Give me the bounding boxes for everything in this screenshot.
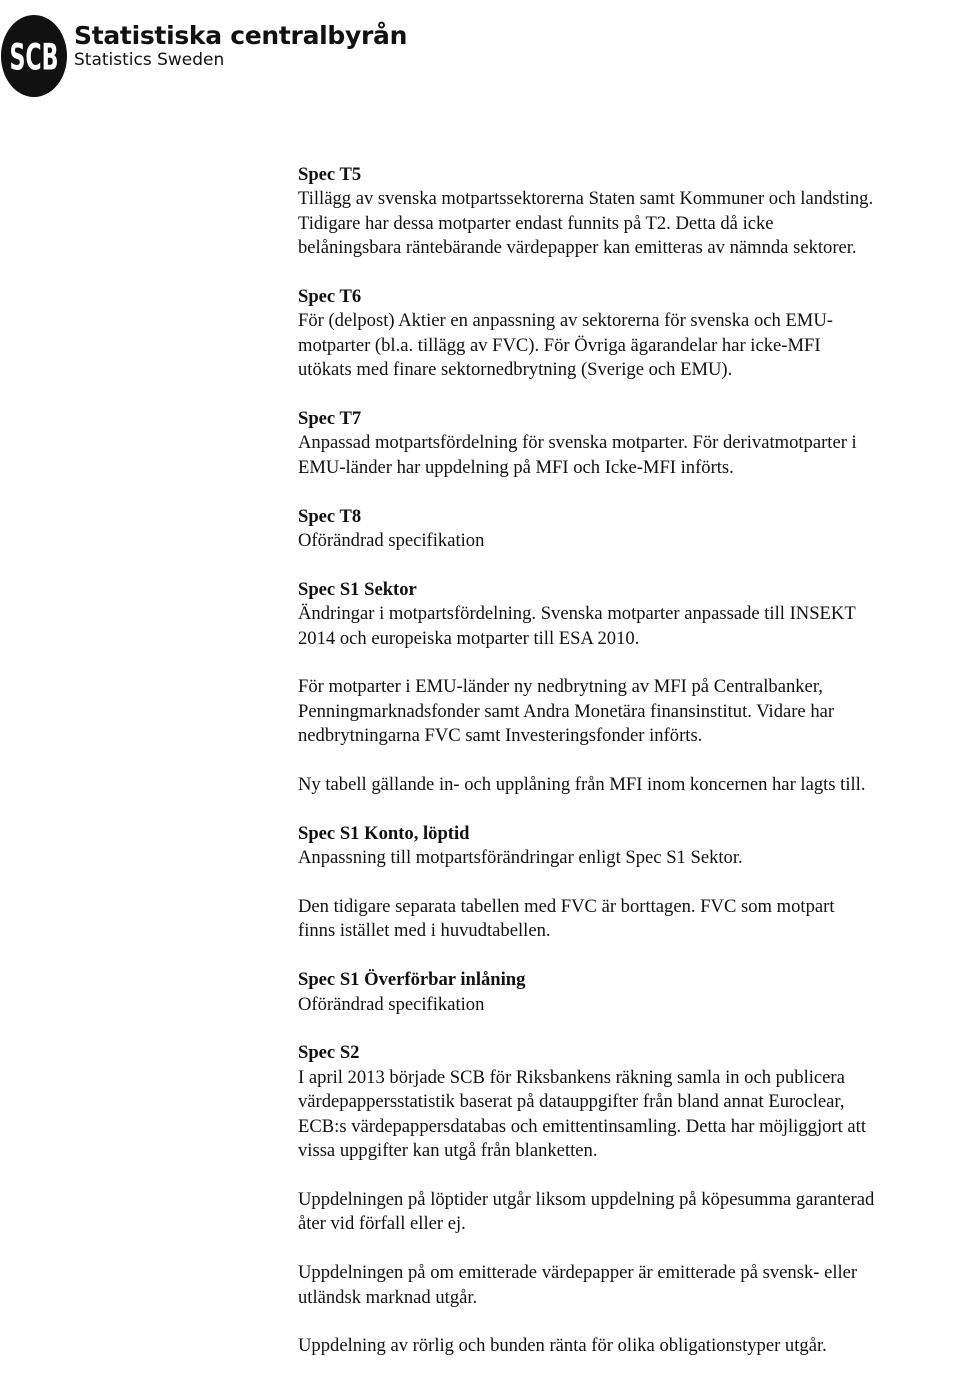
section-text-line: Penningmarknadsfonder samt Andra Monetära finansinstitut. Vidare har <box>298 700 835 722</box>
section-text-line: nedbrytningarna FVC samt Investeringsfonder införts. <box>298 725 703 747</box>
section-text-line: belåningsbara räntebärande värdepapper kan emitteras av nämnda sektorer. <box>298 237 857 259</box>
section-text-line: Anpassning till motpartsförändringar enligt Spec S1 Sektor. <box>298 847 743 869</box>
section <box>298 675 938 748</box>
section-heading: Spec T5 <box>298 164 362 185</box>
section <box>298 1334 938 1358</box>
section-text-line: ECB:s värdepappersdatabas och emittentinsamling. Detta har möjliggjort att <box>298 1115 866 1137</box>
section <box>298 1041 938 1163</box>
section-heading: Spec S1 Överförbar inlåning <box>298 969 526 991</box>
section <box>298 285 938 383</box>
section <box>298 773 938 797</box>
section-text-line: För motparter i EMU-länder ny nedbrytning av MFI på Centralbanker, <box>298 676 823 698</box>
section <box>298 505 938 554</box>
section-text-line: motparter (bl.a. tillägg av FVC). För Övriga ägarandelar har icke-MFI <box>298 334 821 356</box>
section-text-line: finns istället med i huvudtabellen. <box>298 920 551 942</box>
section-text-line: vissa uppgifter kan utgå från blanketten. <box>298 1140 598 1162</box>
section <box>298 1261 938 1310</box>
section-text-line: Anpassad motpartsfördelning för svenska motparter. För derivatmotparter i <box>298 432 857 454</box>
section-text-line: Oförändrad specifikation <box>298 993 485 1015</box>
section <box>298 578 938 651</box>
section <box>298 407 938 480</box>
section <box>298 822 938 871</box>
section-text-line: EMU-länder har uppdelning på MFI och Icke-MFI införts. <box>298 456 734 478</box>
section-heading: Spec S1 Konto, löptid <box>298 822 470 844</box>
document-body <box>298 163 938 1383</box>
section-text-line: I april 2013 började SCB för Riksbankens räkning samla in och publicera <box>298 1066 845 1088</box>
section-text-line: Uppdelningen på om emitterade värdepapper är emitterade på svensk- eller <box>298 1262 858 1284</box>
org-title: Statistiska centralbyrån <box>74 21 408 50</box>
section-text-line: utökats med finare sektornedbrytning (Sverige och EMU). <box>298 359 733 381</box>
section <box>298 1188 938 1237</box>
scb-logo-mark-text: SCB <box>9 36 59 80</box>
org-subtitle: Statistics Sweden <box>74 50 225 70</box>
section-text-line: Tillägg av svenska motpartssektorerna Staten samt Kommuner och landsting. <box>298 188 874 210</box>
section-text-line: värdepappersstatistik baserat på datauppgifter från bland annat Euroclear, <box>298 1091 845 1113</box>
section <box>298 163 938 261</box>
section-text-line: Ny tabell gällande in- och upplåning från MFI inom koncernen har lagts till. <box>298 774 866 796</box>
section-text-line: Uppdelningen på löptider utgår liksom uppdelning på köpesumma garanterad <box>298 1188 875 1210</box>
section-heading: Spec S2 <box>298 1042 360 1064</box>
section-heading: Spec T8 <box>298 505 362 527</box>
section-text-line: Den tidigare separata tabellen med FVC är borttagen. FVC som motpart <box>298 896 835 918</box>
section-heading: Spec T7 <box>298 408 362 430</box>
scb-logo-mark <box>0 14 68 98</box>
section-heading: Spec S1 Sektor <box>298 578 417 600</box>
scb-logo <box>0 14 407 98</box>
section <box>298 968 938 1017</box>
section-text-line: Oförändrad specifikation <box>298 530 485 552</box>
section-text-line: utländsk marknad utgår. <box>298 1286 478 1308</box>
section-text-line: Ändringar i motpartsfördelning. Svenska motparter anpassade till INSEKT <box>298 603 856 625</box>
section-text-line: 2014 och europeiska motparter till ESA 2010. <box>298 627 640 649</box>
section-text-line: Tidigare har dessa motparter endast funnits på T2. Detta då icke <box>298 212 774 234</box>
section-text-line: åter vid förfall eller ej. <box>298 1213 466 1235</box>
section-text-line: Uppdelning av rörlig och bunden ränta för olika obligationstyper utgår. <box>298 1335 827 1357</box>
section-heading: Spec T6 <box>298 286 362 308</box>
section-text-line: För (delpost) Aktier en anpassning av sektorerna för svenska och EMU- <box>298 310 833 332</box>
section <box>298 895 938 944</box>
